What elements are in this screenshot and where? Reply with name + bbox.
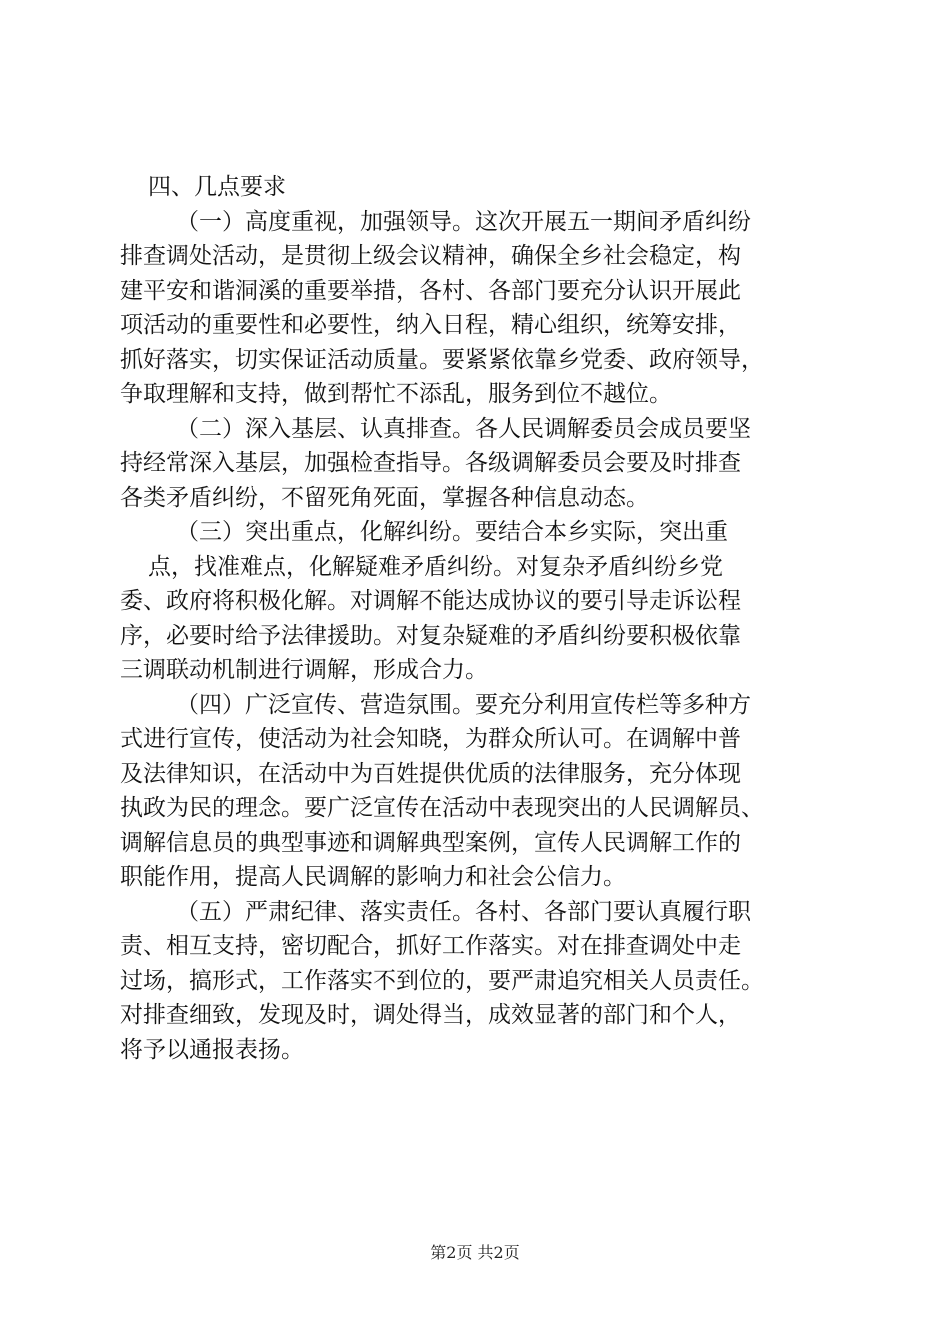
text-line: 四、几点要求 [148, 174, 286, 200]
text-line: 委、政府将积极化解。对调解不能达成协议的要引导走诉讼程 [120, 588, 741, 614]
text-line: 抓好落实，切实保证活动质量。要紧紧依靠乡党委、政府领导， [120, 346, 764, 373]
text-line: 持经常深入基层，加强检查指导。各级调解委员会要及时排查 [120, 450, 741, 476]
text-line: 执政为民的理念。要广泛宣传在活动中表现突出的人民调解员、 [120, 795, 764, 821]
text-line: 建平安和谐洞溪的重要举措，各村、各部门要充分认识开展此 [120, 277, 741, 304]
text-line: （二）深入基层、认真排查。各人民调解委员会成员要坚 [176, 415, 751, 442]
text-line: 各类矛盾纠纷，不留死角死面，掌握各种信息动态。 [120, 484, 649, 511]
text-line: 项活动的重要性和必要性，纳入日程，精心组织，统筹安排， [120, 312, 741, 338]
text-line: 排查调处活动，是贯彻上级会议精神，确保全乡社会稳定，构 [120, 243, 741, 269]
text-line: 三调联动机制进行调解，形成合力。 [120, 657, 488, 683]
text-line: 调解信息员的典型事迹和调解典型案例，宣传人民调解工作的 [120, 829, 741, 856]
text-line: 点，找准难点，化解疑难矛盾纠纷。对复杂矛盾纠纷乡党 [148, 553, 723, 580]
text-line: 职能作用，提高人民调解的影响力和社会公信力。 [120, 864, 626, 890]
text-line: （一）高度重视，加强领导。这次开展五一期间矛盾纠纷 [176, 208, 751, 235]
document-body [120, 170, 860, 1067]
text-line: 对排查细致，发现及时，调处得当，成效显著的部门和个人， [120, 1002, 741, 1028]
text-line: 式进行宣传，使活动为社会知晓，为群众所认可。在调解中普 [120, 726, 741, 752]
text-line: 将予以通报表扬。 [120, 1036, 304, 1063]
text-line: 过场，搞形式，工作落实不到位的，要严肃追究相关人员责任。 [120, 967, 764, 994]
text-line: （四）广泛宣传、营造氛围。要充分利用宣传栏等多种方 [176, 691, 751, 718]
text-line: （五）严肃纪律、落实责任。各村、各部门要认真履行职 [176, 898, 751, 925]
text-line: 及法律知识，在活动中为百姓提供优质的法律服务，充分体现 [120, 760, 741, 787]
page-footer: 第2页 共2页 [430, 1243, 520, 1262]
text-line: 责、相互支持，密切配合，抓好工作落实。对在排查调处中走 [120, 933, 741, 959]
text-line: （三）突出重点，化解纠纷。要结合本乡实际，突出重 [176, 519, 728, 545]
text-line: 争取理解和支持，做到帮忙不添乱，服务到位不越位。 [120, 381, 672, 407]
text-line: 序，必要时给予法律援助。对复杂疑难的矛盾纠纷要积极依靠 [120, 622, 741, 649]
